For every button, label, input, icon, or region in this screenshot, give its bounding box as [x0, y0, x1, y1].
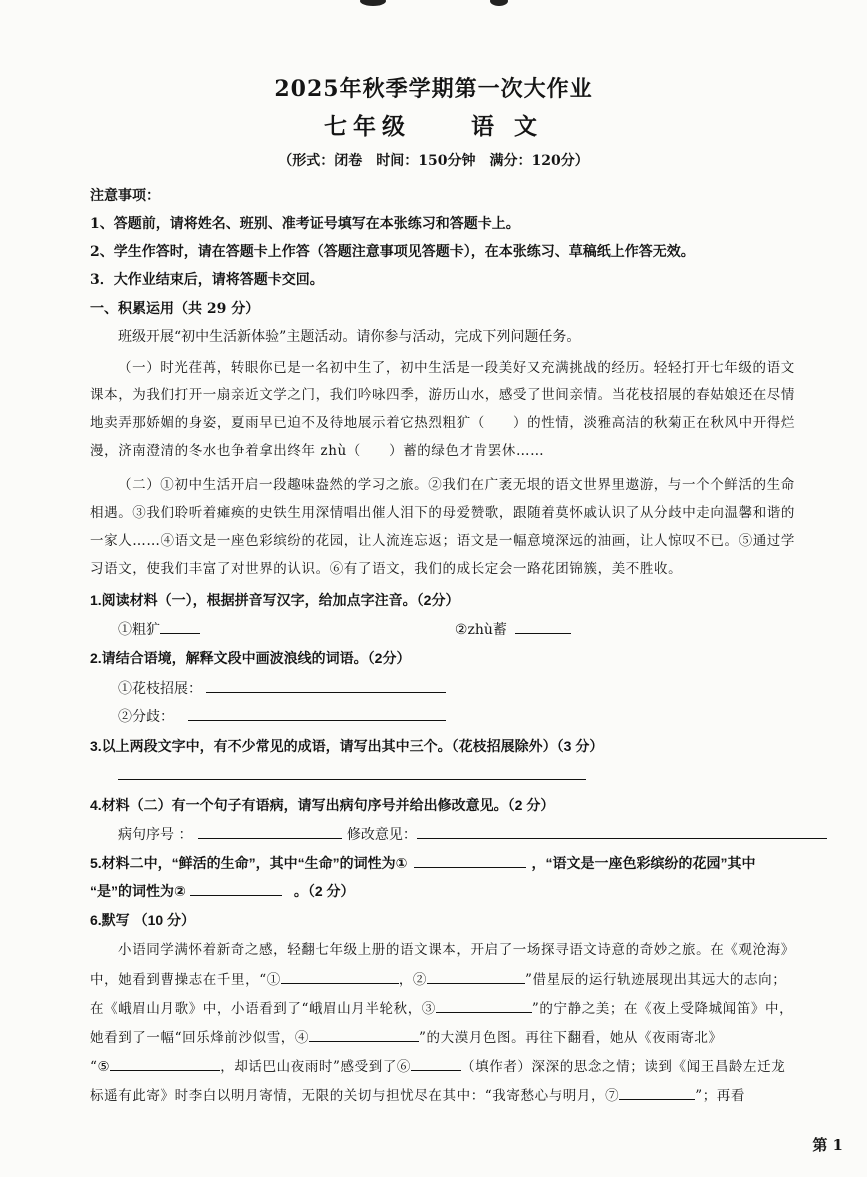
exam-title: 2025年秋季学期第一次大作业: [274, 76, 593, 102]
q6-line: 标遥有此寄》时李白以明月寄情，无限的关切与担忧尽在其中：“我寄愁心与明月，⑦ ”；再看: [90, 1085, 839, 1106]
q4-b-blank[interactable]: [417, 824, 827, 839]
exam-subject-line: [0, 108, 867, 141]
top-scan-marks: [340, 0, 540, 12]
q1-a-label: ①粗犷: [118, 622, 160, 638]
question-3: 3.以上两段文字中，有不少常见的成语，请写出其中三个。（花枝招展除外）（3 分）: [90, 738, 604, 754]
q6-line: 小语同学满怀着新奇之感，轻翻七年级上册的语文课本，开启了一场探寻语文诗意的奇妙之旅。在《观沧海》: [118, 942, 795, 958]
q4-answer-row: [118, 824, 839, 845]
q2-b-row: [118, 706, 839, 727]
question-2: 2.请结合语境，解释文段中画波浪线的词语。（2分）: [90, 650, 411, 666]
passage-1-line: 漫，济南澄清的冬水也争着拿出终年 zhù（ ）蓄的绿色才肯罢休……: [90, 443, 545, 459]
grade-label: 七年级: [323, 113, 411, 140]
q6-blank-4[interactable]: [309, 1027, 419, 1042]
q6-blank-6[interactable]: [411, 1056, 461, 1071]
section-heading: 一、积累运用（共 29 分）: [90, 301, 260, 317]
q5-blank-2[interactable]: [190, 881, 282, 896]
q1-b-blank[interactable]: [515, 619, 571, 634]
q6-blank-1[interactable]: [281, 969, 399, 984]
passage-1-line: 课本，为我们打开一扇亲近文学之门，我们吟咏四季，游历山水，感受了世间亲情。当花枝招展的春姑娘还在尽情: [90, 387, 795, 403]
page-number: 第 1: [812, 1136, 843, 1154]
passage-2-line: 一家人……④语文是一座色彩缤纷的花园，让人流连忘返；语文是一幅意境深远的油画，让人惊叹不已。⑤通过学: [90, 533, 795, 549]
q6-blank-5[interactable]: [110, 1056, 220, 1071]
passage-2-line: （二）①初中生活开启一段趣味盎然的学习之旅。②我们在广袤无垠的语文世界里遨游，与一个个鲜活的生命: [118, 477, 795, 493]
question-4: 4.材料（二）有一个句子有语病，请写出病句序号并给出修改意见。（2 分）: [90, 797, 555, 813]
q3-answer-line[interactable]: [118, 779, 586, 780]
question-5-line-1: 5.材料二中，“鲜活的生命”，其中“生命”的词性为① ，“语文是一座色彩缤纷的花园”其中: [90, 855, 756, 871]
notes-heading: 注意事项：: [90, 188, 160, 204]
subject-label: 语 文: [470, 113, 543, 140]
q6-blank-2[interactable]: [427, 969, 525, 984]
q6-line: “⑤ ，却话巴山夜雨时”感受到了⑥ （填作者）深深的思念之情；读到《闻王昌龄左迁龙: [90, 1056, 839, 1077]
note-item: 2、学生作答时，请在答题卡上作答（答题注意事项见答题卡），在本张练习、草稿纸上作答无效。: [90, 244, 695, 260]
passage-1-line: （一）时光荏苒，转眼你已是一名初中生了，初中生活是一段美好又充满挑战的经历。轻轻打开七年级的语文: [118, 360, 795, 376]
passage-2-line: 习语文，使我们丰富了对世界的认识。⑥有了语文，我们的成长定会一路花团锦簇，美不胜收。: [90, 561, 683, 577]
question-1: 1.阅读材料（一），根据拼音写汉字，给加点字注音。（2分）: [90, 592, 460, 608]
exam-info: （形式：闭卷 时间：150分钟 满分：120分）: [278, 153, 589, 169]
q6-line: 中，她看到曹操志在千里，“① ，② ”借星辰的运行轨迹展现出其远大的志向；: [90, 969, 839, 990]
note-item: 1、答题前，请将姓名、班别、准考证号填写在本张练习和答题卡上。: [90, 216, 520, 232]
q2-a-row: [118, 678, 839, 699]
question-6: 6.默写 （10 分）: [90, 912, 196, 928]
passage-2-line: 相遇。③我们聆听着瘫痪的史铁生用深情唱出催人泪下的母爱赞歌，跟随着莫怀戚认识了从分歧中走向温馨和谐的: [90, 505, 795, 521]
note-item: 3．大作业结束后，请将答题卡交回。: [90, 272, 324, 288]
q6-blank-7[interactable]: [619, 1085, 695, 1100]
q6-blank-3[interactable]: [436, 998, 532, 1013]
q2-a-blank[interactable]: [206, 678, 446, 693]
section-intro: 班级开展“初中生活新体验”主题活动。请你参与活动，完成下列问题任务。: [118, 329, 581, 345]
q6-line: 她看到了一幅“回乐烽前沙似雪，④ ”的大漠月色图。再往下翻看，她从《夜雨寄北》: [90, 1027, 839, 1048]
q2-b-label: ②分歧：: [118, 709, 174, 725]
passage-1-line: 地卖弄那娇媚的身姿，夏雨早已迫不及待地展示着它热烈粗犷（ ）的性情，淡雅高洁的秋菊正在秋风中开得烂: [90, 415, 795, 431]
q4-a-label: 病句序号 ：: [118, 827, 193, 843]
q2-b-blank[interactable]: [188, 706, 446, 721]
q6-line: 在《峨眉山月歌》中，小语看到了“峨眉山月半轮秋，③ ”的宁静之美；在《夜上受降城闻笛》中，: [90, 998, 839, 1019]
q4-a-blank[interactable]: [198, 824, 342, 839]
question-5-line-2: “是”的词性为② 。（2 分）: [90, 883, 355, 899]
q5-blank-1[interactable]: [414, 853, 526, 868]
q1-a-blank[interactable]: [160, 619, 200, 634]
q1-answer-row: [118, 619, 839, 640]
q1-b-label: ②zhù蓄: [454, 622, 507, 638]
q4-b-label: 修改意见：: [346, 827, 417, 843]
q2-a-label: ①花枝招展：: [118, 681, 202, 697]
